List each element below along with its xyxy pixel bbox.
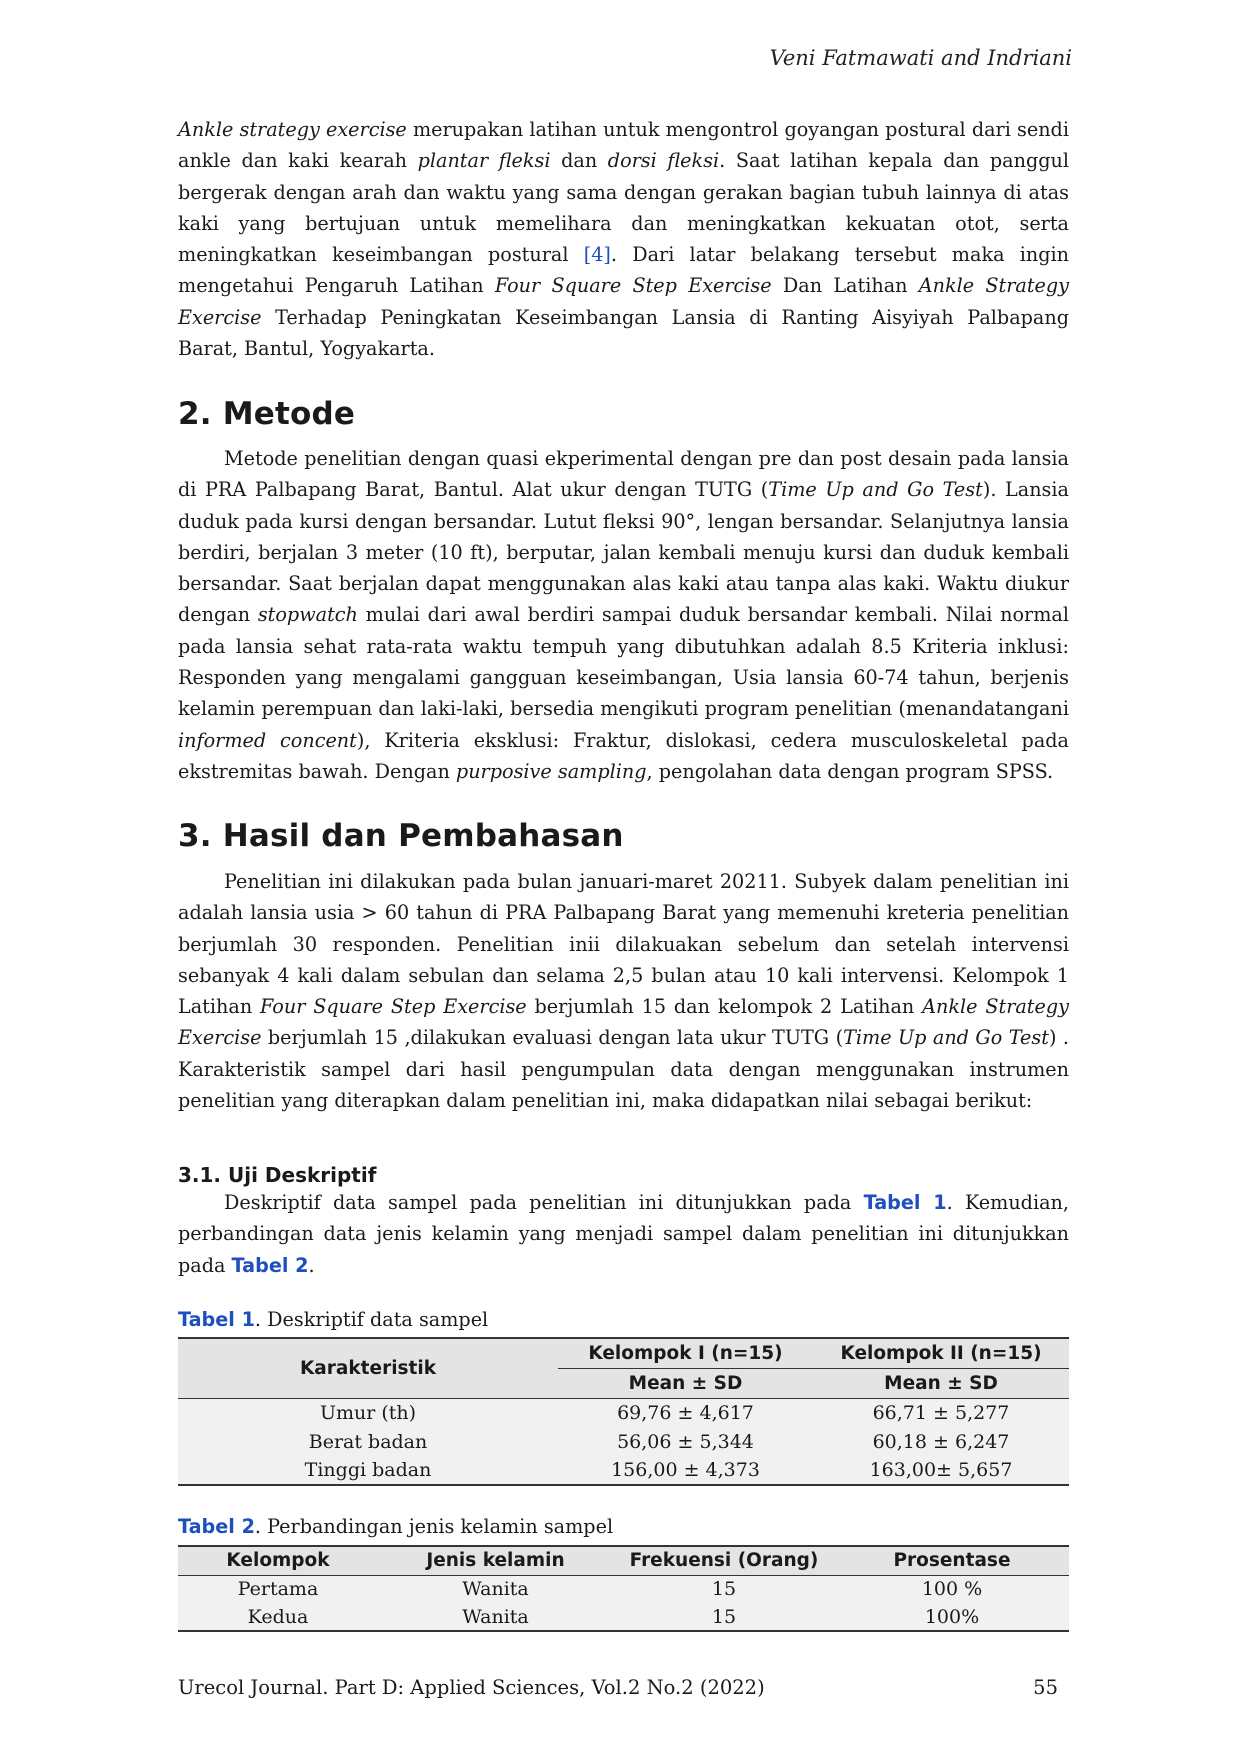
page-number: 55 [1033, 1676, 1058, 1699]
table2-cell-jenis-kelamin: Wanita [462, 1578, 529, 1601]
table-row [178, 1575, 1069, 1603]
table-2 [178, 1545, 1069, 1632]
table2-cell-jenis-kelamin: Wanita [462, 1605, 529, 1628]
uji-text: Deskriptif data sampel pada penelitian ini ditunjukkan pada [224, 1191, 864, 1214]
table1-header-kelompok2: Kelompok II (n=15) [813, 1338, 1069, 1368]
section-heading-metode: 2. Metode [178, 396, 356, 432]
table2-cell-frekuensi: 15 [711, 1605, 737, 1628]
table1-header-karakteristik: Karakteristik [178, 1338, 558, 1398]
page-footer [178, 1676, 1058, 1699]
footer-journal: Urecol Journal. Part D: Applied Sciences, Vol.2 No.2 (2022) [178, 1676, 765, 1699]
hasil-term: Ankle Strategy Exercise [178, 995, 1069, 1050]
table1-cell-k2: 163,00± 5,657 [869, 1459, 1013, 1481]
table2-caption-text: . Perbandingan jenis kelamin sampel [254, 1515, 614, 1538]
metode-text: mulai dari awal berdiri sampai duduk bersandar kembali. Nilai normal pada lansia sehat rata-rata waktu tempuh yang dibutuhkan adalah 8.5 Kriteria inklusi: Responden yang mengalami gangguan keseimbangan, Usia lansia 60-74 tahun, berjenis kelamin perempuan dan laki-laki, bersedia mengikuti program penelitian (menandatangani [178, 603, 1069, 721]
intro-term: dorsi fleksi [607, 149, 720, 173]
table1-caption [178, 1308, 488, 1331]
hasil-text: berjumlah 15 ,dilakukan evaluasi dengan lata ukur TUTG ( [261, 1026, 844, 1050]
table2-link[interactable]: Tabel 2 [231, 1253, 309, 1277]
metode-text: Metode penelitian dengan quasi ekperimental dengan pre dan post desain pada lansia di PRA Palbapang Barat, Bantul. Alat ukur dengan TUTG ( [178, 447, 1069, 502]
metode-term: informed concent [178, 728, 357, 752]
table1-cell-label: Tinggi badan [304, 1459, 432, 1481]
hasil-term: Time Up and Go Test [843, 1026, 1049, 1050]
intro-text: Dan Latihan [771, 274, 919, 298]
table-row [178, 1398, 1069, 1427]
metode-term: stopwatch [257, 603, 358, 627]
hasil-text: ) . Karakteristik sampel dari hasil pengumpulan data dengan menggunakan instrumen penelitian yang diterapkan dalam penelitian ini, maka didapatkan nilai sebagai berikut: [178, 1026, 1069, 1113]
intro-term: Ankle strategy exercise [178, 118, 407, 141]
table2-cell-prosentase: 100 % [921, 1578, 983, 1601]
uji-text: . Kemudian, perbandingan data jenis kelamin yang menjadi sampel dalam penelitian ini ditunjukkan pada [178, 1191, 1069, 1277]
table-row [178, 1456, 1069, 1485]
running-header: Veni Fatmawati and Indriani [769, 46, 1072, 70]
table1-link[interactable]: Tabel 1 [863, 1191, 947, 1214]
intro-text: . Saat latihan kepala dan panggul bergerak dengan arah dan waktu yang sama dengan gerakan bagian tubuh lainnya di atas kaki yang bertujuan untuk memelihara dan meningkatkan kekuatan otot, serta meningkatkan keseimbangan postural [178, 149, 1070, 267]
table2-caption-label: Tabel 2 [178, 1515, 255, 1538]
metode-text: ), Kriteria eksklusi: Fraktur, dislokasi, cedera musculoskeletal pada ekstremitas bawah. Dengan [178, 728, 1069, 783]
table1-caption-text: . Deskriptif data sampel [254, 1308, 489, 1331]
uji-text: . [308, 1253, 315, 1277]
table-1 [178, 1337, 1069, 1486]
table1-header-kelompok1: Kelompok I (n=15) [558, 1338, 813, 1368]
table2-cell-kelompok: Kedua [247, 1605, 309, 1628]
hasil-text: Penelitian ini dilakukan pada bulan januari-maret 20211. Subyek dalam penelitian ini adalah lansia usia > 60 tahun di PRA Palbapang Barat yang memenuhi kreteria penelitian berjumlah 30 responden. Penelitian inii dilakuakan sebelum dan setelah intervensi sebanyak 4 kali dalam sebulan dan selama 2,5 bulan atau 10 kali intervensi. Kelompok 1 Latihan [178, 870, 1069, 1019]
table1-cell-k1: 69,76 ± 4,617 [617, 1401, 754, 1424]
uji-deskriptif-paragraph [178, 1187, 1069, 1281]
intro-term: Four Square Step Exercise [494, 274, 772, 298]
intro-paragraph [178, 114, 1069, 364]
metode-term: Time Up and Go Test [768, 478, 983, 502]
metode-paragraph [178, 443, 1069, 787]
table1-header-mean1: Mean ± SD [558, 1368, 813, 1398]
intro-term: Ankle Strategy Exercise [178, 274, 1070, 329]
citation-link[interactable]: [4] [583, 243, 611, 267]
table2-header-prosentase: Prosentase [835, 1546, 1069, 1575]
metode-text: ). Lansia duduk pada kursi dengan bersandar. Lutut fleksi 90°, lengan bersandar. Selanjutnya lansia berdiri, berjalan 3 meter (10 ft), berputar, jalan kembali menuju kursi dan duduk kembali bersandar. Saat berjalan dapat menggunakan alas kaki atau tanpa alas kaki. Waktu diukur dengan [178, 478, 1069, 627]
table1-cell-k2: 66,71 ± 5,277 [872, 1401, 1010, 1424]
table1-cell-k2: 60,18 ± 6,247 [872, 1430, 1010, 1453]
table2-cell-frekuensi: 15 [711, 1578, 737, 1601]
table2-header-kelompok: Kelompok [178, 1546, 378, 1575]
hasil-term: Four Square Step Exercise [260, 995, 527, 1019]
table2-cell-prosentase: 100% [924, 1605, 980, 1628]
table1-caption-label: Tabel 1 [178, 1308, 255, 1331]
table1-cell-label: Berat badan [308, 1430, 428, 1453]
hasil-text: berjumlah 15 dan kelompok 2 Latihan [526, 995, 923, 1019]
intro-term: plantar fleksi [417, 149, 551, 173]
section-heading-hasil: 3. Hasil dan Pembahasan [178, 818, 624, 854]
table2-header-jenis-kelamin: Jenis kelamin [378, 1546, 613, 1575]
table1-cell-k1: 156,00 ± 4,373 [611, 1459, 760, 1481]
table2-header-frekuensi: Frekuensi (Orang) [613, 1546, 835, 1575]
intro-text: . Dari latar belakang tersebut maka ingin mengetahui Pengaruh Latihan [178, 243, 1069, 298]
table1-cell-k1: 56,06 ± 5,344 [617, 1430, 754, 1453]
table1-cell-label: Umur (th) [319, 1401, 417, 1424]
table2-cell-kelompok: Pertama [237, 1578, 319, 1601]
intro-text: merupakan latihan untuk mengontrol goyangan postural dari sendi ankle dan kaki kearah [178, 118, 1069, 173]
metode-text: , pengolahan data dengan program SPSS. [646, 759, 1054, 783]
subsection-heading-uji-deskriptif: 3.1. Uji Deskriptif [178, 1163, 377, 1187]
metode-term: purposive sampling [455, 759, 647, 783]
intro-text: dan [550, 149, 608, 173]
hasil-paragraph [178, 866, 1069, 1116]
intro-text: Terhadap Peningkatan Keseimbangan Lansia di Ranting Aisyiyah Palbapang Barat, Bantul, Yogyakarta. [178, 305, 1069, 361]
table-row [178, 1427, 1069, 1456]
table-row [178, 1603, 1069, 1631]
table2-caption [178, 1515, 613, 1538]
table1-header-mean2: Mean ± SD [813, 1368, 1069, 1398]
